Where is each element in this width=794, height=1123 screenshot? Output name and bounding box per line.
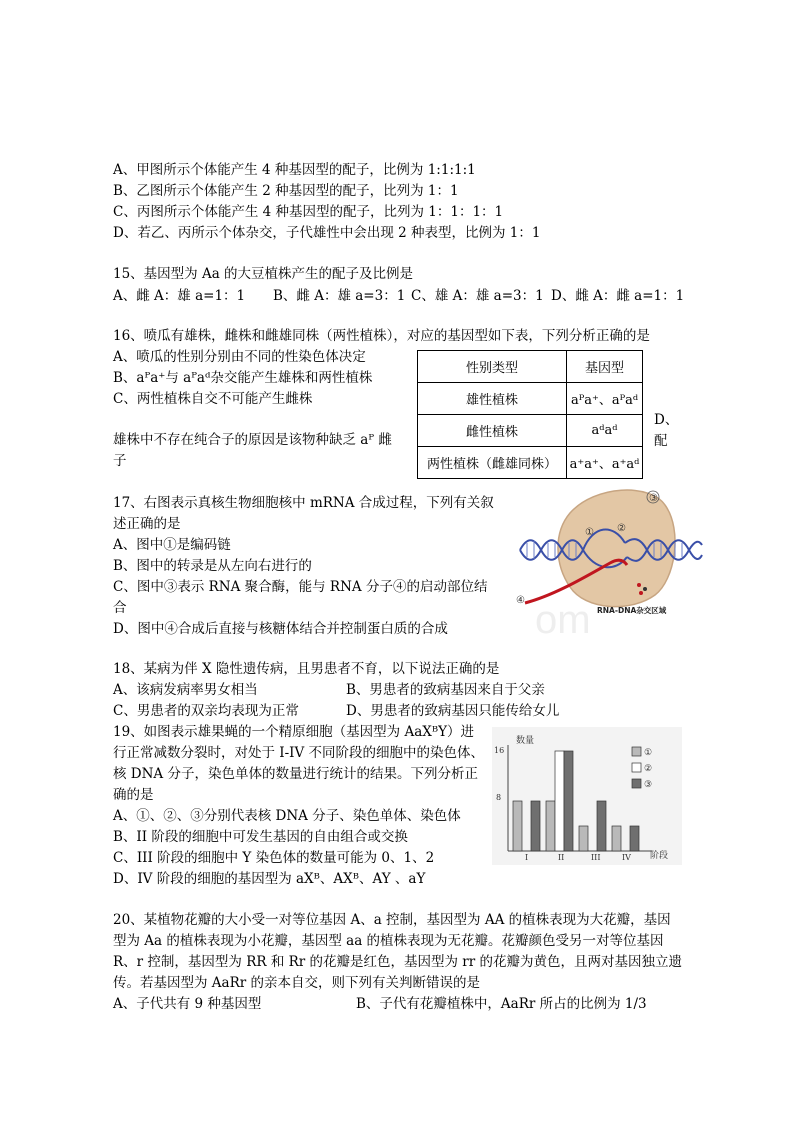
legend-label-1: ① [644, 748, 653, 758]
q14-option-a: A、甲图所示个体能产生 4 种基因型的配子，比例为 1:1:1:1 [113, 162, 476, 178]
q17-option-c: C、图中③表示 RNA 聚合酶，能与 RNA 分子④的启动部位结 [113, 579, 488, 595]
q15-option-d: D、雌 A：雌 a=1：1 [551, 288, 685, 304]
chromosome-count-chart [492, 727, 682, 865]
q20-option-b: B、子代有花瓣植株中，AaRr 所占的比例为 1/3 [356, 996, 647, 1012]
x-tick-label-ii: II [558, 853, 565, 862]
q18-stem: 18、某病为伴 X 隐性遗传病，且男患者不育，以下说法正确的是 [113, 661, 500, 677]
bar-stage-3-series-1 [579, 826, 588, 851]
bar-stage-1-series-1 [513, 801, 522, 851]
table-header-genotype: 基因型 [567, 351, 643, 383]
table-cell: a⁺a⁺、a⁺aᵈ [567, 447, 643, 479]
table-header-sex: 性别类型 [418, 351, 567, 383]
q19-stem-line4: 确的是 [113, 787, 154, 803]
x-tick-label-i: I [525, 853, 529, 862]
y-tick-label-16: 16 [494, 746, 505, 755]
q14-option-d: D、若乙、丙所示个体杂交，子代雄性中会出现 2 种表型，比例为 1：1 [113, 225, 541, 241]
q17-stem-line1: 17、右图表示真核生物细胞核中 mRNA 合成过程，下列有关叙 [113, 495, 494, 511]
q16-option-b: B、aᴾa⁺与 aᴾaᵈ杂交能产生雄株和两性植株 [113, 370, 373, 386]
bar-stage-2-series-3 [564, 751, 573, 851]
q19-option-d: D、IV 阶段的细胞的基因型为 aXᴮ、AXᴮ、AY 、aY [113, 871, 426, 887]
figure-label-3: ③ [649, 493, 658, 504]
q17-stem-line2: 述正确的是 [113, 516, 181, 532]
x-axis-label: 阶段 [650, 851, 669, 861]
q17-option-c-wrap: 合 [113, 600, 127, 616]
q19-option-a: A、①、②、③分别代表核 DNA 分子、染色单体、染色体 [113, 808, 461, 824]
transcription-diagram [515, 485, 703, 635]
q14-option-b: B、乙图所示个体能产生 2 种基因型的配子，比列为 1：1 [113, 183, 459, 199]
q20-option-a: A、子代共有 9 种基因型 [113, 996, 262, 1012]
q16-stem: 16、喷瓜有雄株，雌株和雌雄同株（两性植株），对应的基因型如下表，下列分析正确的是 [113, 328, 650, 344]
q16-option-d-label: D、 [654, 412, 679, 428]
bar-stage-2-series-2 [555, 751, 564, 851]
legend-swatch-3 [632, 779, 641, 788]
table-row [418, 383, 643, 415]
legend-label-2: ② [644, 764, 653, 774]
bar-stage-2-series-1 [546, 801, 555, 851]
q19-stem-line2: 行正常减数分裂时，对处于 I-IV 不同阶段的细胞中的染色体、 [113, 745, 485, 761]
bar-stage-4-series-3 [630, 826, 639, 851]
nucleotide-dot [643, 587, 647, 591]
q16-option-d-wrap: 配 [654, 433, 668, 449]
q19-option-c: C、III 阶段的细胞中 Y 染色体的数量可能为 0、1、2 [113, 850, 435, 866]
bar-stage-1-series-3 [531, 801, 540, 851]
q19-stem-line1: 19、如图表示雄果蝇的一个精原细胞（基因型为 AaXᴮY）进 [113, 724, 475, 740]
legend-swatch-2 [632, 763, 641, 772]
y-axis-label: 数量 [516, 736, 535, 746]
nucleotide-dot [639, 591, 643, 595]
q15-option-c: C、雄 A：雄 a=3：1 [411, 288, 544, 304]
q17-option-a: A、图中①是编码链 [113, 537, 231, 553]
table-cell: 雌性植株 [418, 415, 567, 447]
figure-label-1: ① [585, 527, 594, 538]
q15-option-b: B、雌 A：雄 a=3：1 [273, 288, 406, 304]
bar-stage-3-series-3 [597, 801, 606, 851]
figure-label-4: ④ [516, 595, 525, 606]
q17-option-b: B、图中的转录是从左向右进行的 [113, 558, 312, 574]
y-tick-label-8: 8 [496, 793, 502, 802]
q16-option-d-line2: 子 [113, 453, 127, 469]
table-cell: aᵈaᵈ [567, 415, 643, 447]
table-row [418, 447, 643, 479]
q15-stem: 15、基因型为 Aa 的大豆植株产生的配子及比例是 [113, 266, 414, 282]
q17-option-d: D、图中④合成后直接与核糖体结合并控制蛋白质的合成 [113, 621, 448, 637]
table-cell: 雄性植株 [418, 383, 567, 415]
q20-stem-line1: 20、某植物花瓣的大小受一对等位基因 A、a 控制，基因型为 AA 的植株表现为大花瓣，基因 [113, 912, 671, 928]
q19-stem-line3: 核 DNA 分子，染色单体的数量进行统计的结果。下列分析正 [113, 766, 478, 782]
q20-stem-line4: 传。若基因型为 AaRr 的亲本自交，则下列有关判断错误的是 [113, 975, 480, 991]
q16-option-a: A、喷瓜的性别分别由不同的性染色体决定 [113, 349, 366, 365]
legend-label-3: ③ [644, 780, 653, 790]
bar-stage-4-series-1 [612, 826, 621, 851]
q15-option-a: A、雌 A：雄 a=1：1 [113, 288, 246, 304]
q16-option-c: C、两性植株自交不可能产生雌株 [113, 391, 313, 407]
table-cell: aᴾa⁺、aᴾaᵈ [567, 383, 643, 415]
q20-stem-line3: R、r 控制，基因型为 RR 和 Rr 的花瓣是红色，基因型为 rr 的花瓣为黄色，且两对基因独立遗 [113, 954, 683, 970]
table-row [418, 415, 643, 447]
legend-swatch-1 [632, 747, 641, 756]
q18-option-a: A、该病发病率男女相当 [113, 682, 258, 698]
q18-option-c: C、男患者的双亲均表现为正常 [113, 703, 299, 719]
q16-option-d-line1: 雄株中不存在纯合子的原因是该物种缺乏 aᴾ 雌 [113, 432, 392, 448]
q18-option-d: D、男患者的致病基因只能传给女儿 [346, 703, 560, 719]
figure-watermark: om [535, 598, 591, 635]
q18-option-b: B、男患者的致病基因来自于父亲 [346, 682, 545, 698]
genotype-table [417, 350, 643, 479]
x-tick-label-iv: IV [622, 853, 631, 862]
figure-label-2: ② [617, 523, 626, 534]
q14-option-c: C、丙图所示个体能产生 4 种基因型的配子，比列为 1：1：1：1 [113, 204, 504, 220]
q19-option-b: B、II 阶段的细胞中可发生基因的自由组合或交换 [113, 829, 408, 845]
figure-caption: RNA-DNA杂交区域 [597, 606, 667, 615]
q20-stem-line2: 型为 Aa 的植株表现为小花瓣，基因型 aa 的植株表现为无花瓣。花瓣颜色受另一对等位基因 [113, 933, 664, 949]
x-tick-label-iii: III [591, 853, 601, 862]
table-cell: 两性植株（雌雄同株） [418, 447, 567, 479]
nucleotide-dot [637, 583, 641, 587]
table-row [418, 351, 643, 383]
